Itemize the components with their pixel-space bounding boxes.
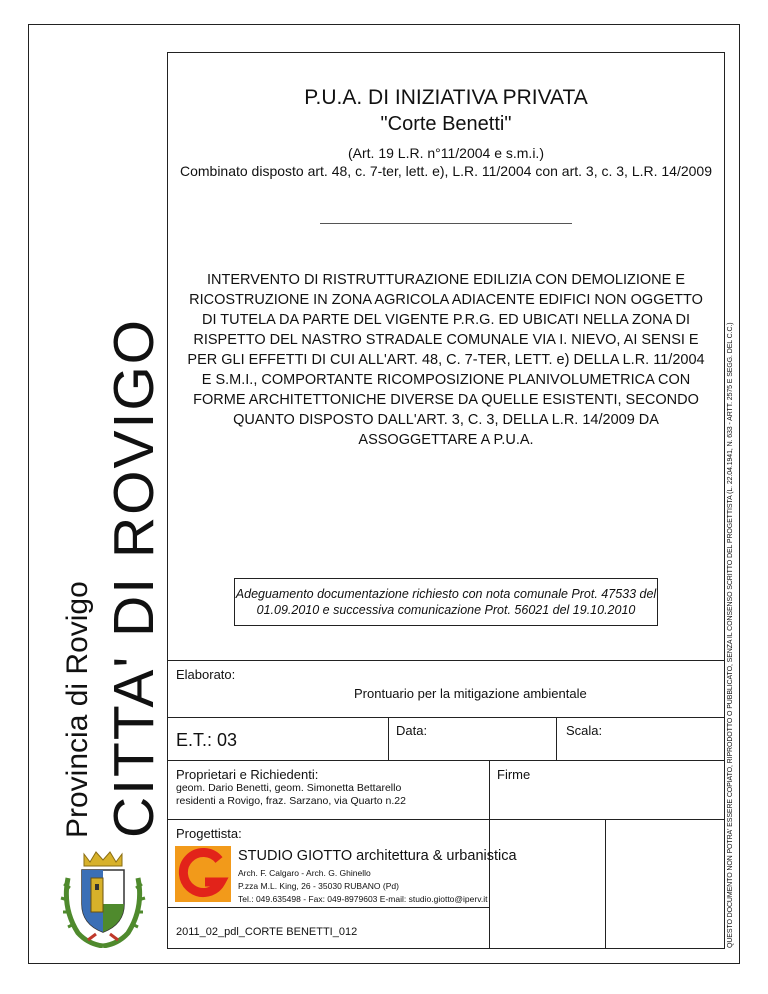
studio-address: P.zza M.L. King, 26 - 35030 RUBANO (Pd) xyxy=(238,881,399,891)
elaborato-label: Elaborato: xyxy=(176,667,236,682)
document-title: P.U.A. DI INIZIATIVA PRIVATA xyxy=(304,86,588,109)
title-block-divider xyxy=(388,717,389,760)
title-block-divider xyxy=(167,717,725,718)
designer-label: Progettista: xyxy=(176,826,242,841)
description-line: DI TUTELA DA PARTE DEL VIGENTE P.R.G. ED UBICATI NELLA ZONA DI xyxy=(201,312,691,328)
city-name-vertical: CITTA' DI ROVIGO xyxy=(102,317,166,838)
note-line-1: Adeguamento documentazione richiesto con nota comunale Prot. 47533 del xyxy=(235,587,657,601)
title-block-divider xyxy=(167,907,489,908)
law-reference-2: Combinato disposto art. 48, c. 7-ter, lett. e), L.R. 11/2004 con art. 3, c. 3, L.R. 14/2009 xyxy=(179,163,713,179)
studio-architects: Arch. F. Calgaro - Arch. G. Ghinello xyxy=(238,868,371,878)
revision-note-box xyxy=(234,578,658,626)
title-block-divider xyxy=(605,819,606,949)
description-line: E S.M.I., COMPORTANTE RICOMPOSIZIONE PLANIVOLUMETRICA CON xyxy=(201,372,691,388)
description-line: RISPETTO DEL NASTRO STRADALE COMUNALE VIA I. NIEVO, AI SENSI E xyxy=(193,332,699,348)
owners-label: Proprietari e Richiedenti: xyxy=(176,767,319,782)
description-line: ASSOGGETTARE A P.U.A. xyxy=(358,432,534,448)
law-reference-1: (Art. 19 L.R. n°11/2004 e s.m.i.) xyxy=(348,145,544,161)
studio-contacts: Tel.: 049.635498 - Fax: 049-8979603 E-mail: studio.giotto@iperv.it xyxy=(238,894,488,904)
data-label: Data: xyxy=(396,723,428,738)
elaborato-value: Prontuario per la mitigazione ambientale xyxy=(354,686,587,701)
studio-giotto-logo-icon xyxy=(175,846,231,902)
title-block-divider xyxy=(167,819,725,820)
title-block-divider xyxy=(167,660,725,661)
copyright-notice-vertical: QUESTO DOCUMENTO NON POTRA' ESSERE COPIATO, RIPRODOTTO O PUBBLICATO, SENZA IL CONSENSO SCRITTO DEL PROGETTISTA (L. 22.04.1941, N. 633 - ARTT. 2575 E SEGG. DEL C.C.) xyxy=(727,322,734,948)
province-name-vertical: Provincia di Rovigo xyxy=(61,581,94,838)
description-line: PER GLI EFFETTI DI CUI ALL'ART. 48, C. 7-TER, LETT. e) DELLA L.R. 11/2004 xyxy=(187,352,705,368)
scala-label: Scala: xyxy=(566,723,603,738)
description-line: RICOSTRUZIONE IN ZONA AGRICOLA ADIACENTE EDIFICI NON OGGETTO xyxy=(189,292,703,308)
firme-label: Firme xyxy=(497,767,531,782)
file-code: 2011_02_pdl_CORTE BENETTI_012 xyxy=(176,926,358,938)
et-code: E.T.: 03 xyxy=(176,730,238,750)
note-line-2: 01.09.2010 e successiva comunicazione Prot. 56021 del 19.10.2010 xyxy=(256,603,636,617)
owners-line-2: residenti a Rovigo, fraz. Sarzano, via Quarto n.22 xyxy=(176,795,406,807)
description-line: QUANTO DISPOSTO DALL'ART. 3, C. 3, DELLA L.R. 14/2009 DA xyxy=(233,412,659,428)
intervention-description xyxy=(170,270,722,450)
description-line: FORME ARCHITETTONICHE DIVERSE DA QUELLE ESISTENTI, SECONDO xyxy=(193,392,699,408)
owners-line-1: geom. Dario Benetti, geom. Simonetta Bettarello xyxy=(176,782,402,794)
studio-name: STUDIO GIOTTO architettura & urbanistica xyxy=(238,848,517,864)
document-subtitle: "Corte Benetti" xyxy=(380,113,512,135)
content-frame xyxy=(167,52,725,949)
title-block-divider xyxy=(167,760,725,761)
description-line: INTERVENTO DI RISTRUTTURAZIONE EDILIZIA CON DEMOLIZIONE E xyxy=(206,272,686,288)
title-block-divider xyxy=(556,717,557,760)
city-crest-icon xyxy=(58,848,148,948)
header-separator xyxy=(320,223,572,224)
